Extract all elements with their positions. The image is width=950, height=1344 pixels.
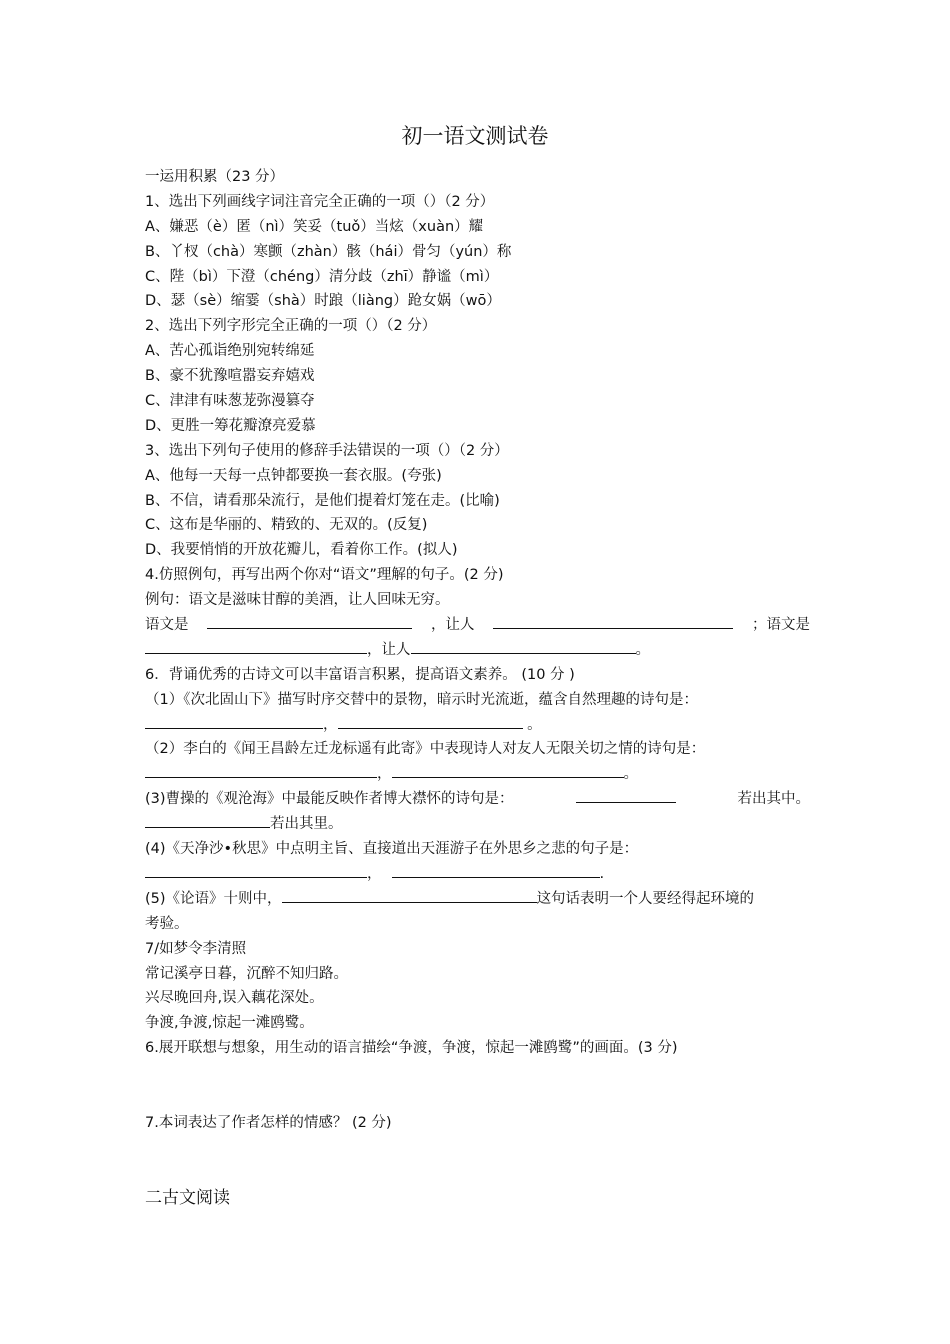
fill-line xyxy=(145,787,810,812)
answer-blank[interactable] xyxy=(493,613,733,629)
document-body xyxy=(145,165,810,1210)
option-text: C、津津有味葱茏弥漫篡夺 xyxy=(145,393,315,410)
fill-line xyxy=(145,887,810,912)
fill-text: ， xyxy=(367,865,382,882)
fill-text: 语文是 xyxy=(145,617,189,634)
fill-line xyxy=(145,862,810,887)
fill-text: ， xyxy=(323,716,338,733)
fill-text: 。 xyxy=(635,641,650,658)
option-text: A、苦心孤诣绝别宛转绵延 xyxy=(145,343,315,360)
example-sentence: 例句：语文是滋味甘醇的美酒，让人回味无穷。 xyxy=(145,592,450,609)
fill-text: 若出其里。 xyxy=(270,816,343,833)
fill-text: ，让人 xyxy=(367,641,411,658)
option-text: B、不信，请看那朵流行，是他们提着灯笼在走。(比喻) xyxy=(145,492,500,509)
question-stem: 2、选出下列字形完全正确的一项（）（2 分） xyxy=(145,318,437,335)
answer-blank[interactable] xyxy=(145,862,367,878)
fill-line xyxy=(145,613,810,638)
question-text: （1）《次北固山下》描写时序交替中的景物，暗示时光流逝，蕴含自然理趣的诗句是： xyxy=(145,691,698,708)
option-text: D、瑟（sè）缩霎（shà）时踉（liàng）跄女娲（wō） xyxy=(145,293,501,310)
option-text: B、豪不犹豫喧嚣妄弃嬉戏 xyxy=(145,368,315,385)
answer-blank[interactable] xyxy=(145,762,377,778)
question-stem: 6.展开联想与想象，用生动的语言描绘“争渡，争渡，惊起一滩鸥鹭”的画面。(3 分) xyxy=(145,1040,678,1057)
section-heading: 二古文阅读 xyxy=(145,1187,230,1208)
answer-blank[interactable] xyxy=(392,862,600,878)
question-stem: 6．背诵优秀的古诗文可以丰富语言积累，提高语文素养。 (10 分 ) xyxy=(145,666,575,683)
fill-line xyxy=(145,713,810,738)
fill-text: 这句话表明一个人要经得起环境的 xyxy=(536,890,755,907)
question-stem: 3、选出下列句子使用的修辞手法错误的一项（）（2 分） xyxy=(145,442,509,459)
answer-blank[interactable] xyxy=(207,613,412,629)
fill-text: . xyxy=(599,865,605,882)
fill-text: 若出其中。 xyxy=(737,791,810,808)
question-stem: 1、选出下列画线字词注音完全正确的一项（）（2 分） xyxy=(145,193,495,210)
fill-text: 。 xyxy=(623,766,638,783)
answer-blank[interactable] xyxy=(576,787,676,803)
answer-blank[interactable] xyxy=(392,762,624,778)
fill-text: ，让人 xyxy=(431,617,475,634)
answer-blank[interactable] xyxy=(411,638,636,654)
answer-blank[interactable] xyxy=(145,713,323,729)
poem-title: 7/如梦令李清照 xyxy=(145,940,247,957)
question-text: (4)《天净沙•秋思》中点明主旨、直接道出天涯游子在外思乡之悲的句子是： xyxy=(145,841,639,858)
option-text: B、丫杈（chà）寒颤（zhàn）骸（hái）骨匀（yún）称 xyxy=(145,243,512,260)
fill-line xyxy=(145,762,810,787)
fill-line xyxy=(145,638,810,663)
option-text: D、更胜一筹花瓣潦亮爱慕 xyxy=(145,417,316,434)
answer-blank[interactable] xyxy=(282,887,537,903)
option-text: C、这布是华丽的、精致的、无双的。(反复) xyxy=(145,517,428,534)
poem-line: 常记溪亭日暮，沉醉不知归路。 xyxy=(145,965,348,982)
poem-line: 争渡,争渡,惊起一滩鸥鹭。 xyxy=(145,1015,314,1032)
fill-text: ， xyxy=(377,766,392,783)
question-stem: 7.本词表达了作者怎样的情感？ (2 分) xyxy=(145,1114,392,1131)
poem-line: 兴尽晚回舟,误入藕花深处。 xyxy=(145,990,324,1007)
answer-blank[interactable] xyxy=(338,713,523,729)
answer-blank[interactable] xyxy=(145,638,367,654)
option-text: D、我要悄悄的开放花瓣儿，看着你工作。(拟人) xyxy=(145,542,458,559)
question-text: 考验。 xyxy=(145,915,189,932)
question-text: （2）李白的《闻王昌龄左迁龙标遥有此寄》中表现诗人对友人无限关切之情的诗句是： xyxy=(145,741,706,758)
fill-text: (5)《论语》十则中， xyxy=(145,890,282,907)
option-text: A、嫌恶（è）匿（nì）笑妥（tuǒ）当炫（xuàn）耀 xyxy=(145,218,484,235)
question-stem: 4.仿照例句，再写出两个你对“语文”理解的句子。(2 分) xyxy=(145,567,504,584)
fill-text: 。 xyxy=(527,716,542,733)
answer-blank[interactable] xyxy=(145,812,270,828)
fill-text: ；语文是 xyxy=(752,617,810,634)
page-title: 初一语文测试卷 xyxy=(401,124,549,148)
section-heading: 一运用积累（23 分） xyxy=(145,169,285,185)
option-text: C、陛（bì）下澄（chéng）清分歧（zhī）静谧（mì） xyxy=(145,268,499,285)
fill-text: (3)曹操的《观沧海》中最能反映作者博大襟怀的诗句是： xyxy=(145,791,514,808)
option-text: A、他每一天每一点钟都要换一套衣服。(夸张) xyxy=(145,467,442,484)
fill-line xyxy=(145,812,810,837)
